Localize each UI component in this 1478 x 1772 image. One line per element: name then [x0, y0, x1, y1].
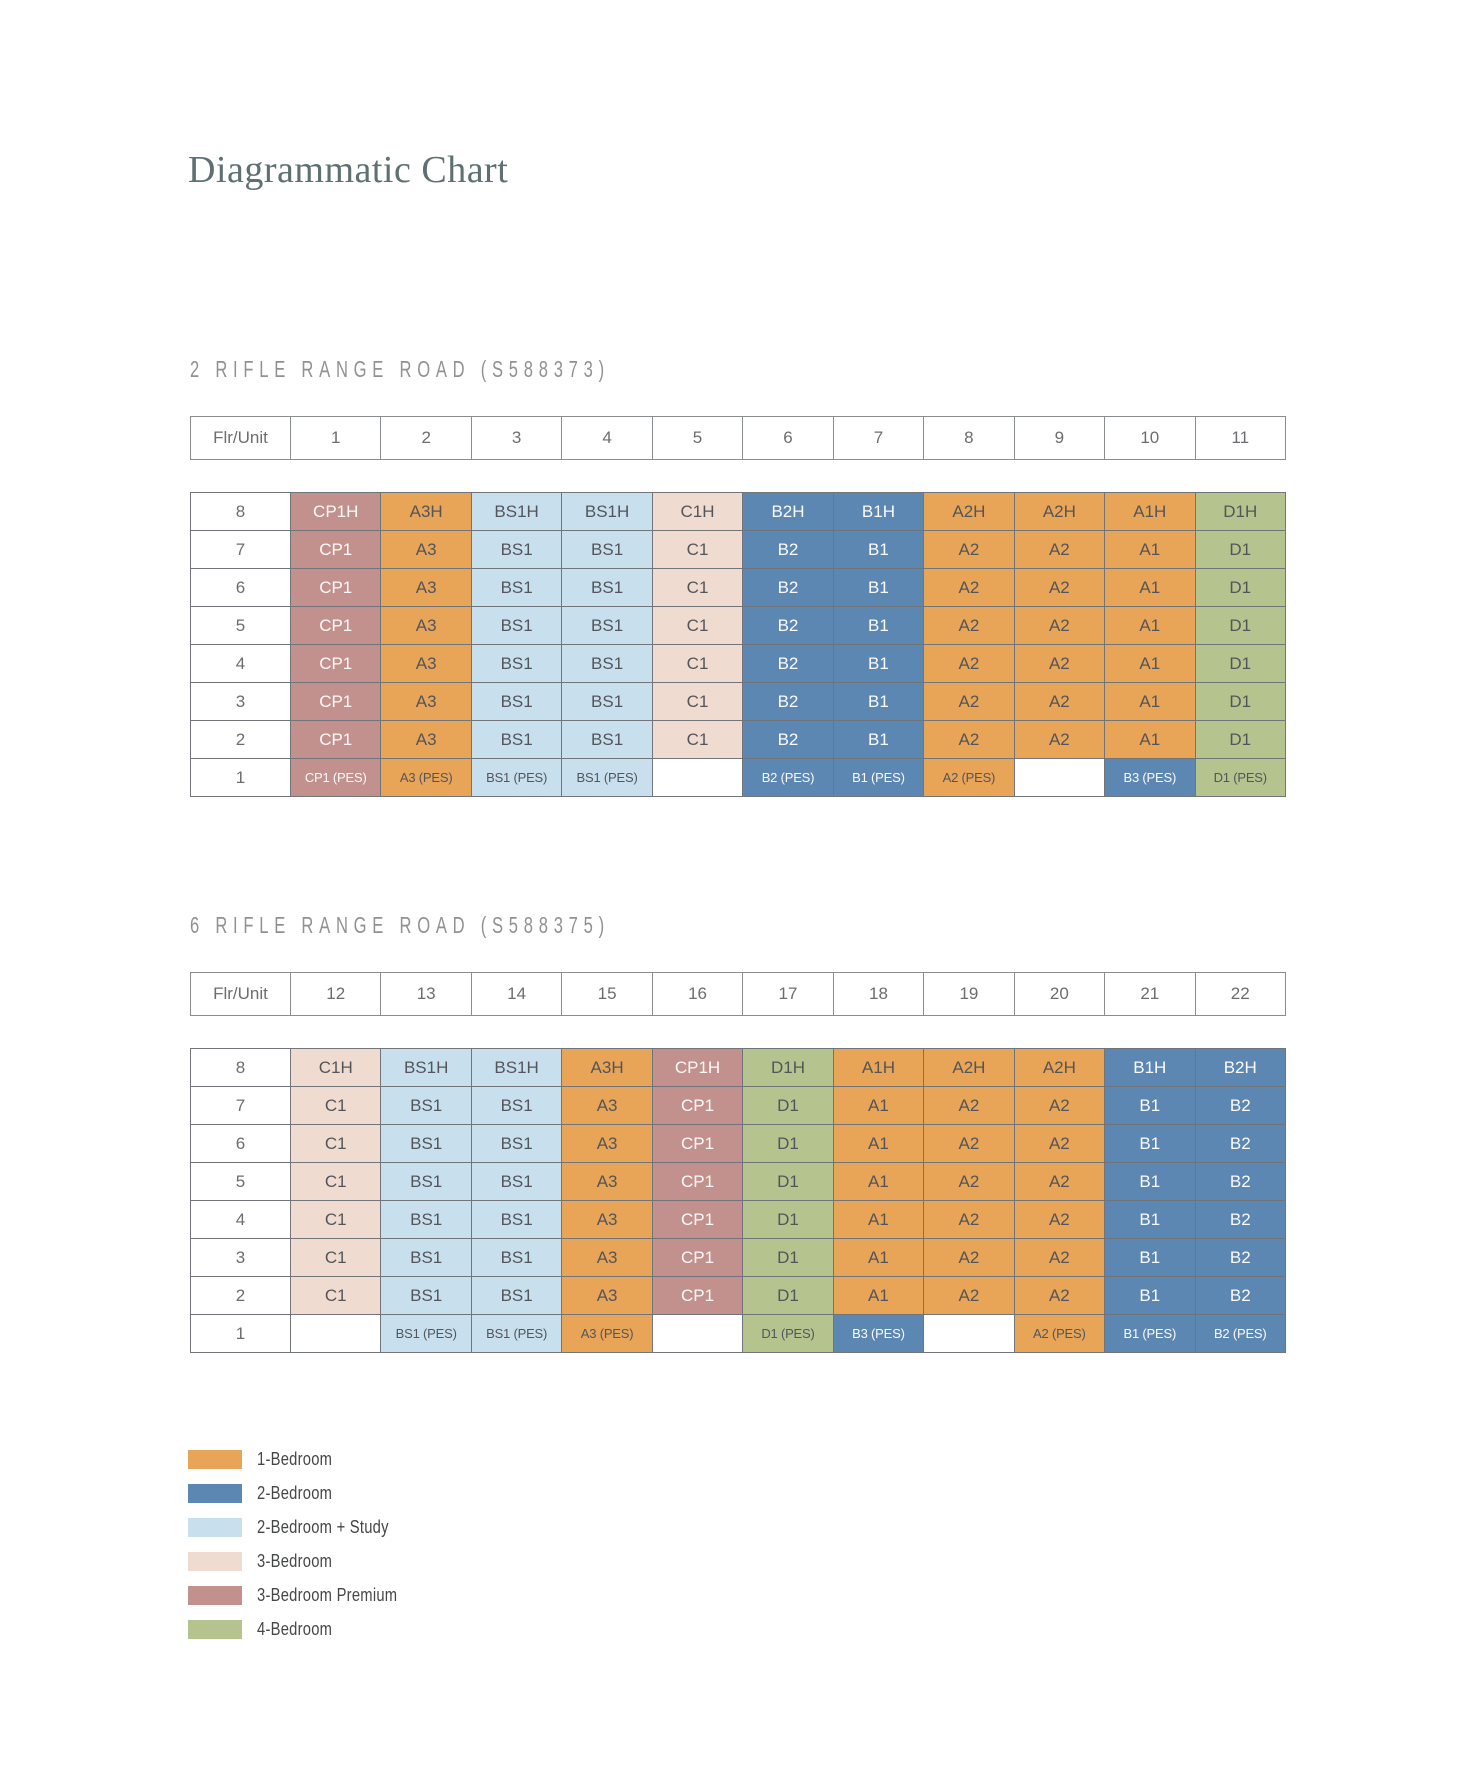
- unit-cell: D1: [743, 1125, 833, 1163]
- unit-cell: BS1H: [381, 1049, 471, 1087]
- unit-cell: D1: [743, 1163, 833, 1201]
- unit-cell: B1: [1105, 1125, 1195, 1163]
- legend-item: [188, 1620, 428, 1639]
- unit-cell: B1H: [1105, 1049, 1195, 1087]
- unit-number-header-cell: 7: [834, 417, 924, 460]
- floor-label-cell: 4: [191, 645, 291, 683]
- unit-cell: A3: [562, 1125, 652, 1163]
- unit-cell: A3: [562, 1087, 652, 1125]
- legend-label: 1-Bedroom: [257, 1449, 333, 1469]
- unit-cell: CP1: [653, 1125, 743, 1163]
- unit-cell: C1: [291, 1201, 381, 1239]
- unit-cell: BS1H: [472, 493, 562, 531]
- unit-cell: CP1: [291, 607, 381, 645]
- unit-cell: D1: [743, 1277, 833, 1315]
- unit-cell: B1: [1105, 1277, 1195, 1315]
- unit-cell: C1H: [653, 493, 743, 531]
- unit-cell: B1: [1105, 1201, 1195, 1239]
- unit-cell: B1 (PES): [1105, 1315, 1195, 1353]
- unit-cell: A2: [924, 1087, 1014, 1125]
- unit-cell: A2: [924, 721, 1014, 759]
- unit-cell: B2: [743, 645, 833, 683]
- unit-number-header-cell: 10: [1105, 417, 1195, 460]
- unit-cell: B2: [743, 531, 833, 569]
- unit-number-header-cell: 20: [1015, 973, 1105, 1016]
- unit-cell: C1H: [291, 1049, 381, 1087]
- unit-number-header-cell: 5: [653, 417, 743, 460]
- unit-cell: A3: [381, 721, 471, 759]
- floor-label-cell: 3: [191, 1239, 291, 1277]
- unit-cell: A2: [1015, 1125, 1105, 1163]
- flr-unit-header-cell: Flr/Unit: [191, 417, 291, 460]
- floor-label-cell: 6: [191, 1125, 291, 1163]
- unit-cell: BS1: [381, 1239, 471, 1277]
- unit-cell: A2: [924, 645, 1014, 683]
- unit-cell: A1: [1105, 569, 1195, 607]
- unit-number-header-cell: 13: [381, 973, 471, 1016]
- unit-cell: B2H: [1196, 1049, 1286, 1087]
- unit-cell: A1: [1105, 607, 1195, 645]
- floor-label-cell: 8: [191, 1049, 291, 1087]
- unit-cell: B1: [834, 607, 924, 645]
- unit-cell: BS1: [381, 1087, 471, 1125]
- unit-cell: BS1 (PES): [472, 759, 562, 797]
- legend-item: [188, 1586, 428, 1605]
- unit-cell: A1: [1105, 531, 1195, 569]
- unit-cell: B2: [743, 569, 833, 607]
- unit-number-header-cell: 4: [562, 417, 652, 460]
- unit-cell: A1H: [834, 1049, 924, 1087]
- unit-cell: A1: [1105, 721, 1195, 759]
- unit-cell: B1: [834, 645, 924, 683]
- unit-cell: B2 (PES): [743, 759, 833, 797]
- unit-number-header-cell: 15: [562, 973, 652, 1016]
- floor-label-cell: 5: [191, 607, 291, 645]
- unit-cell: D1H: [1196, 493, 1286, 531]
- unit-cell: A2: [1015, 569, 1105, 607]
- unit-cell: A1: [834, 1277, 924, 1315]
- unit-number-header-cell: 8: [924, 417, 1014, 460]
- building-1-title: 2 RIFLE RANGE ROAD (S588373): [190, 356, 610, 382]
- building-2-title: 6 RIFLE RANGE ROAD (S588375): [190, 912, 610, 938]
- unit-cell: A2: [924, 1163, 1014, 1201]
- unit-cell: C1: [653, 645, 743, 683]
- building-2-floor-grid: [190, 1048, 1286, 1353]
- unit-cell: CP1: [653, 1201, 743, 1239]
- unit-cell: A2H: [924, 493, 1014, 531]
- unit-cell: A1: [834, 1087, 924, 1125]
- unit-cell: BS1 (PES): [472, 1315, 562, 1353]
- unit-cell: B2: [1196, 1125, 1286, 1163]
- unit-cell: [1015, 759, 1105, 797]
- unit-cell: BS1: [472, 531, 562, 569]
- unit-number-header-cell: 19: [924, 973, 1014, 1016]
- unit-cell: A1: [1105, 645, 1195, 683]
- unit-cell: A2H: [1015, 1049, 1105, 1087]
- floor-label-cell: 1: [191, 759, 291, 797]
- unit-cell: BS1: [472, 1201, 562, 1239]
- unit-cell: A2: [1015, 683, 1105, 721]
- unit-cell: A2: [1015, 1239, 1105, 1277]
- unit-cell: A3 (PES): [381, 759, 471, 797]
- legend-swatch-br2: [188, 1484, 242, 1503]
- flr-unit-header-cell: Flr/Unit: [191, 973, 291, 1016]
- unit-cell: C1: [653, 683, 743, 721]
- unit-cell: A3: [381, 645, 471, 683]
- unit-cell: A3H: [381, 493, 471, 531]
- unit-cell: CP1H: [653, 1049, 743, 1087]
- unit-cell: A1: [834, 1125, 924, 1163]
- unit-cell: B1: [834, 683, 924, 721]
- unit-cell: BS1: [562, 531, 652, 569]
- unit-cell: A1: [834, 1239, 924, 1277]
- floor-label-cell: 2: [191, 1277, 291, 1315]
- unit-cell: C1: [653, 569, 743, 607]
- unit-number-header-cell: 17: [743, 973, 833, 1016]
- unit-cell: A3: [562, 1201, 652, 1239]
- unit-cell: A2: [924, 1125, 1014, 1163]
- unit-cell: A2 (PES): [1015, 1315, 1105, 1353]
- unit-cell: B2: [1196, 1277, 1286, 1315]
- unit-cell: BS1: [381, 1163, 471, 1201]
- unit-number-header-cell: 6: [743, 417, 833, 460]
- unit-number-header-cell: 9: [1015, 417, 1105, 460]
- unit-cell: BS1: [472, 683, 562, 721]
- unit-cell: BS1: [472, 1087, 562, 1125]
- unit-cell: C1: [291, 1125, 381, 1163]
- unit-cell: B1: [1105, 1239, 1195, 1277]
- unit-cell: B2: [1196, 1163, 1286, 1201]
- legend: [188, 1450, 428, 1654]
- unit-cell: C1: [291, 1239, 381, 1277]
- unit-cell: A2: [1015, 1163, 1105, 1201]
- legend-label: 4-Bedroom: [257, 1619, 333, 1639]
- unit-cell: B2: [743, 721, 833, 759]
- unit-cell: A1: [1105, 683, 1195, 721]
- legend-swatch-br3p: [188, 1586, 242, 1605]
- unit-cell: D1H: [743, 1049, 833, 1087]
- legend-item: [188, 1450, 428, 1469]
- unit-cell: A2: [1015, 1087, 1105, 1125]
- unit-cell: BS1: [381, 1201, 471, 1239]
- unit-number-header-cell: 16: [653, 973, 743, 1016]
- unit-cell: D1: [743, 1239, 833, 1277]
- unit-cell: C1: [291, 1277, 381, 1315]
- floor-label-cell: 7: [191, 531, 291, 569]
- unit-cell: BS1: [472, 1125, 562, 1163]
- floor-label-cell: 3: [191, 683, 291, 721]
- floor-label-cell: 4: [191, 1201, 291, 1239]
- unit-cell: A3: [562, 1163, 652, 1201]
- unit-cell: A2: [1015, 607, 1105, 645]
- legend-label: 3-Bedroom Premium: [257, 1585, 398, 1605]
- unit-cell: A3: [381, 683, 471, 721]
- building-2-unit-header-row: [190, 972, 1286, 1016]
- unit-cell: BS1: [381, 1277, 471, 1315]
- unit-number-header-cell: 2: [381, 417, 471, 460]
- unit-cell: C1: [291, 1087, 381, 1125]
- unit-cell: B1: [834, 721, 924, 759]
- unit-cell: A1: [834, 1201, 924, 1239]
- unit-cell: BS1: [381, 1125, 471, 1163]
- unit-cell: [924, 1315, 1014, 1353]
- unit-cell: D1: [743, 1201, 833, 1239]
- unit-cell: A2: [924, 683, 1014, 721]
- unit-cell: D1 (PES): [1196, 759, 1286, 797]
- unit-cell: D1: [1196, 683, 1286, 721]
- unit-cell: BS1: [472, 645, 562, 683]
- unit-cell: BS1: [562, 645, 652, 683]
- unit-cell: D1: [1196, 721, 1286, 759]
- unit-cell: B1: [834, 531, 924, 569]
- unit-number-header-cell: 3: [472, 417, 562, 460]
- unit-cell: A1H: [1105, 493, 1195, 531]
- unit-number-header-cell: 22: [1196, 973, 1286, 1016]
- unit-cell: BS1: [472, 607, 562, 645]
- floor-label-cell: 8: [191, 493, 291, 531]
- unit-cell: B2: [1196, 1201, 1286, 1239]
- unit-cell: B1H: [834, 493, 924, 531]
- unit-cell: CP1: [291, 721, 381, 759]
- unit-cell: A2: [1015, 531, 1105, 569]
- unit-cell: B2: [1196, 1087, 1286, 1125]
- unit-cell: BS1: [472, 1163, 562, 1201]
- unit-cell: A2: [924, 531, 1014, 569]
- unit-cell: CP1: [653, 1163, 743, 1201]
- legend-item: [188, 1552, 428, 1571]
- unit-cell: B2H: [743, 493, 833, 531]
- unit-cell: BS1: [472, 569, 562, 607]
- legend-swatch-br2s: [188, 1518, 242, 1537]
- unit-cell: A2H: [1015, 493, 1105, 531]
- unit-cell: CP1: [653, 1239, 743, 1277]
- unit-cell: C1: [653, 721, 743, 759]
- unit-cell: A1: [834, 1163, 924, 1201]
- unit-cell: CP1: [291, 531, 381, 569]
- floor-label-cell: 5: [191, 1163, 291, 1201]
- unit-cell: BS1: [472, 1277, 562, 1315]
- unit-cell: B1: [1105, 1087, 1195, 1125]
- unit-cell: A2: [1015, 721, 1105, 759]
- unit-cell: CP1: [291, 645, 381, 683]
- legend-swatch-br1: [188, 1450, 242, 1469]
- unit-cell: B3 (PES): [834, 1315, 924, 1353]
- unit-cell: CP1: [291, 569, 381, 607]
- unit-cell: B1: [1105, 1163, 1195, 1201]
- legend-label: 2-Bedroom: [257, 1483, 333, 1503]
- unit-cell: A3: [562, 1277, 652, 1315]
- unit-cell: CP1: [291, 683, 381, 721]
- legend-label: 2-Bedroom + Study: [257, 1517, 389, 1537]
- building-1-floor-grid: [190, 492, 1286, 797]
- unit-cell: A3: [381, 607, 471, 645]
- unit-number-header-cell: 21: [1105, 973, 1195, 1016]
- unit-cell: B3 (PES): [1105, 759, 1195, 797]
- unit-cell: BS1: [562, 607, 652, 645]
- floor-label-cell: 7: [191, 1087, 291, 1125]
- unit-cell: A2 (PES): [924, 759, 1014, 797]
- unit-cell: B2 (PES): [1196, 1315, 1286, 1353]
- unit-cell: A2: [924, 1277, 1014, 1315]
- unit-cell: D1: [1196, 607, 1286, 645]
- floor-label-cell: 2: [191, 721, 291, 759]
- legend-swatch-br4: [188, 1620, 242, 1639]
- unit-cell: BS1H: [562, 493, 652, 531]
- unit-cell: D1: [1196, 569, 1286, 607]
- unit-number-header-cell: 11: [1196, 417, 1286, 460]
- unit-number-header-cell: 14: [472, 973, 562, 1016]
- floor-label-cell: 6: [191, 569, 291, 607]
- unit-cell: A3: [562, 1239, 652, 1277]
- unit-cell: A2: [924, 1201, 1014, 1239]
- unit-cell: C1: [291, 1163, 381, 1201]
- unit-cell: A2: [924, 1239, 1014, 1277]
- unit-cell: A2: [1015, 1277, 1105, 1315]
- building-1-unit-header-row: [190, 416, 1286, 460]
- unit-cell: CP1 (PES): [291, 759, 381, 797]
- unit-cell: CP1: [653, 1277, 743, 1315]
- unit-cell: D1 (PES): [743, 1315, 833, 1353]
- unit-cell: CP1: [653, 1087, 743, 1125]
- unit-cell: BS1: [562, 683, 652, 721]
- unit-cell: A2: [1015, 645, 1105, 683]
- unit-cell: BS1: [562, 721, 652, 759]
- unit-cell: BS1: [472, 1239, 562, 1277]
- unit-cell: A3: [381, 569, 471, 607]
- floor-label-cell: 1: [191, 1315, 291, 1353]
- unit-cell: C1: [653, 531, 743, 569]
- unit-cell: BS1 (PES): [562, 759, 652, 797]
- unit-cell: A3 (PES): [562, 1315, 652, 1353]
- unit-cell: [291, 1315, 381, 1353]
- unit-cell: B2: [743, 607, 833, 645]
- unit-cell: A3: [381, 531, 471, 569]
- unit-number-header-cell: 1: [291, 417, 381, 460]
- unit-cell: BS1 (PES): [381, 1315, 471, 1353]
- legend-swatch-br3: [188, 1552, 242, 1571]
- unit-cell: D1: [1196, 531, 1286, 569]
- unit-cell: A2: [924, 569, 1014, 607]
- unit-cell: A2: [924, 607, 1014, 645]
- unit-cell: [653, 759, 743, 797]
- legend-item: [188, 1484, 428, 1503]
- legend-item: [188, 1518, 428, 1537]
- unit-cell: B1: [834, 569, 924, 607]
- unit-cell: A2H: [924, 1049, 1014, 1087]
- unit-cell: B2: [743, 683, 833, 721]
- legend-label: 3-Bedroom: [257, 1551, 333, 1571]
- unit-cell: BS1: [472, 721, 562, 759]
- unit-cell: C1: [653, 607, 743, 645]
- unit-number-header-cell: 18: [834, 973, 924, 1016]
- unit-cell: CP1H: [291, 493, 381, 531]
- unit-cell: [653, 1315, 743, 1353]
- unit-cell: A3H: [562, 1049, 652, 1087]
- unit-cell: BS1H: [472, 1049, 562, 1087]
- unit-cell: A2: [1015, 1201, 1105, 1239]
- unit-cell: D1: [1196, 645, 1286, 683]
- unit-cell: BS1: [562, 569, 652, 607]
- page-title: Diagrammatic Chart: [188, 149, 509, 191]
- unit-cell: B1 (PES): [834, 759, 924, 797]
- unit-cell: D1: [743, 1087, 833, 1125]
- unit-number-header-cell: 12: [291, 973, 381, 1016]
- unit-cell: B2: [1196, 1239, 1286, 1277]
